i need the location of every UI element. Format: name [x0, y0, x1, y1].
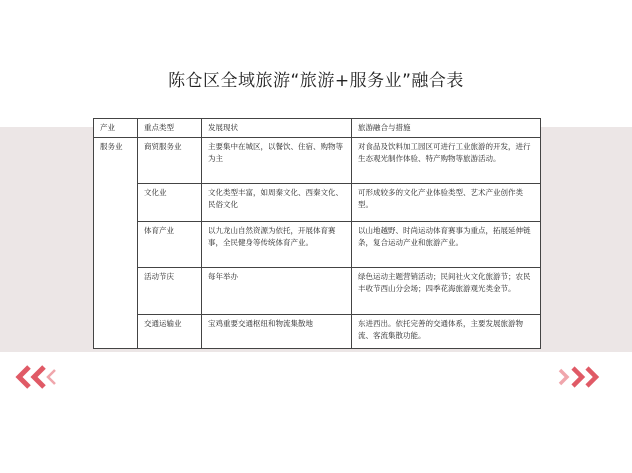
status-cell: 主要集中在城区，以餐饮、住宿、购物等为主: [202, 138, 352, 184]
header-industry: 产业: [94, 119, 138, 138]
type-cell: 体育产业: [138, 222, 202, 268]
measures-cell: 绿色运动主题营销活动；民间社火文化旅游节；农民丰收节西山分会场；四季花海旅游观光类金节。: [352, 268, 541, 315]
header-status: 发展现状: [202, 119, 352, 138]
type-cell: 文化业: [138, 184, 202, 222]
type-cell: 商贸服务业: [138, 138, 202, 184]
fusion-table: [93, 118, 541, 349]
measures-cell: 东进西出。依托完善的交通体系，主要发展旅游物流、客流集散功能。: [352, 315, 541, 349]
type-cell: 交通运输业: [138, 315, 202, 349]
table-row: [94, 138, 541, 184]
table-row: [94, 184, 541, 222]
measures-cell: 以山地越野、时尚运动体育赛事为重点，拓展延伸链条，复合运动产业和旅游产业。: [352, 222, 541, 268]
category-cell: 服务业: [94, 138, 138, 349]
status-cell: 宝鸡重要交通枢纽和物流集散地: [202, 315, 352, 349]
table-row: [94, 222, 541, 268]
page-title: 陈仓区全域旅游“旅游+服务业”融合表: [168, 71, 464, 91]
status-cell: 文化类型丰富，如周秦文化、西秦文化、民俗文化: [202, 184, 352, 222]
header-key-type: 重点类型: [138, 119, 202, 138]
type-cell: 活动节庆: [138, 268, 202, 315]
status-cell: 每年举办: [202, 268, 352, 315]
header-measures: 旅游融合与措施: [352, 119, 541, 138]
status-cell: 以九龙山自然资源为依托，开展体育赛事，全民健身等传统体育产业。: [202, 222, 352, 268]
table-row: [94, 268, 541, 315]
measures-cell: 可形成较多的文化产业体验类型、艺术产业创作类型。: [352, 184, 541, 222]
double-chevron-left-icon[interactable]: [14, 364, 58, 390]
table-row: [94, 315, 541, 349]
measures-cell: 对食品及饮料加工园区可进行工业旅游的开发，进行生态观光制作体验、特产购物等旅游活动。: [352, 138, 541, 184]
triple-chevron-right-icon[interactable]: [556, 364, 604, 390]
table-header-row: [94, 119, 541, 138]
